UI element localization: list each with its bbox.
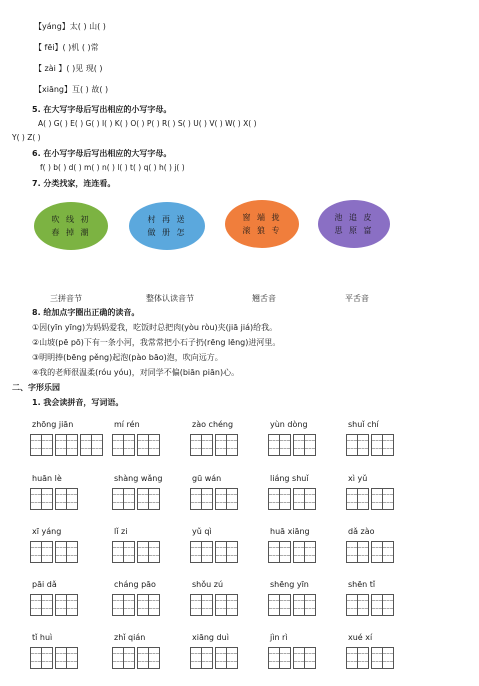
writing-cell[interactable]: [123, 541, 135, 563]
writing-cell[interactable]: [304, 541, 316, 563]
writing-cell[interactable]: [41, 594, 53, 616]
pinyin-label: shǒu zú: [192, 580, 224, 589]
writing-cell[interactable]: [66, 647, 78, 669]
q8-title: 8. 给加点字圈出正确的读音。: [32, 308, 140, 317]
fill-line-4: 【xiāng】互( ) 故( ): [34, 85, 109, 94]
writing-cell[interactable]: [41, 488, 53, 510]
writing-cell[interactable]: [279, 488, 291, 510]
category-3[interactable]: 翘舌音: [252, 294, 276, 303]
writing-cell[interactable]: [304, 647, 316, 669]
writing-box-group: [346, 594, 393, 616]
writing-cell[interactable]: [226, 541, 238, 563]
pinyin-label: xué xí: [348, 633, 373, 642]
category-4[interactable]: 平舌音: [345, 294, 369, 303]
pinyin-label: zhǐ qián: [114, 633, 146, 642]
writing-box-group: [268, 541, 315, 563]
writing-cell[interactable]: [304, 488, 316, 510]
fill-line-3: 【 zài 】( )见 现( ): [34, 64, 103, 73]
writing-cell[interactable]: [66, 488, 78, 510]
writing-cell[interactable]: [123, 647, 135, 669]
writing-cell[interactable]: [304, 434, 316, 456]
q5-line-2: Y( ) Z( ): [12, 133, 41, 142]
writing-box-group: [112, 647, 159, 669]
writing-box-group: [30, 488, 77, 510]
q8-item-2: ②山坡(pē pō)下有一条小河，我常常把小石子扔(rēng lēng)进河里。: [32, 338, 281, 347]
pinyin-label: yǔ qì: [192, 527, 212, 536]
category-1[interactable]: 三拼音节: [50, 294, 82, 303]
pinyin-label: huān lè: [32, 474, 62, 483]
pinyin-label: tǐ huì: [32, 633, 53, 642]
writing-cell[interactable]: [201, 594, 213, 616]
pinyin-label: zào chéng: [192, 420, 234, 429]
writing-cell[interactable]: [226, 434, 238, 456]
writing-cell[interactable]: [226, 488, 238, 510]
writing-cell[interactable]: [201, 647, 213, 669]
writing-cell[interactable]: [382, 594, 394, 616]
writing-cell[interactable]: [148, 434, 160, 456]
pinyin-label: xì yǔ: [348, 474, 368, 483]
pinyin-label: shēng yīn: [270, 580, 309, 589]
writing-cell[interactable]: [123, 594, 135, 616]
writing-cell[interactable]: [357, 488, 369, 510]
writing-cell[interactable]: [123, 434, 135, 456]
writing-box-group: [268, 594, 315, 616]
q8-item-3: ③明明捧(bēng pěng)起泡(pào bāo)泡，吹向远方。: [32, 353, 223, 362]
pinyin-label: shēn tǐ: [348, 580, 376, 589]
pinyin-label: liáng shuǐ: [270, 474, 309, 483]
writing-box-group: [346, 541, 393, 563]
pinyin-label: gū wán: [192, 474, 222, 483]
writing-cell[interactable]: [148, 647, 160, 669]
pinyin-label: huā xiāng: [270, 527, 310, 536]
fill-line-1: 【yáng】太( ) 山( ): [34, 22, 106, 31]
fill-line-2: 【 fēi】( )机 ( )常: [34, 43, 99, 52]
writing-box-group: [346, 488, 393, 510]
pinyin-label: mí rén: [114, 420, 140, 429]
writing-cell[interactable]: [304, 594, 316, 616]
writing-cell[interactable]: [279, 594, 291, 616]
oval-blue[interactable]: 村 再 送 做 册 怎: [129, 202, 205, 250]
pinyin-label: shàng wǎng: [114, 474, 163, 483]
writing-cell[interactable]: [226, 594, 238, 616]
pinyin-label: pāi dǎ: [32, 580, 57, 589]
writing-box-group: [112, 594, 159, 616]
writing-cell[interactable]: [201, 434, 213, 456]
writing-cell[interactable]: [357, 541, 369, 563]
writing-cell[interactable]: [91, 434, 103, 456]
writing-cell[interactable]: [201, 541, 213, 563]
q7-title: 7. 分类找家，连连看。: [32, 179, 116, 188]
writing-box-group: [112, 488, 159, 510]
writing-box-group: [112, 541, 159, 563]
pinyin-label: yùn dòng: [270, 420, 308, 429]
writing-box-group: [190, 647, 237, 669]
q5-line-1: A( ) G( ) E( ) G( ) I( ) K( ) O( ) P( ) R( ) S( ) U( ) V( ) W( ) X( ): [38, 119, 257, 128]
q6-title: 6. 在小写字母后写出相应的大写字母。: [32, 149, 172, 158]
pinyin-label: zhōng jiān: [32, 420, 74, 429]
writing-cell[interactable]: [148, 541, 160, 563]
writing-cell[interactable]: [279, 541, 291, 563]
writing-box-group: [112, 434, 159, 456]
writing-cell[interactable]: [41, 647, 53, 669]
writing-cell[interactable]: [382, 647, 394, 669]
writing-cell[interactable]: [279, 647, 291, 669]
pinyin-label: lǐ zi: [114, 527, 128, 536]
writing-cell[interactable]: [382, 488, 394, 510]
pinyin-label: dǎ zào: [348, 527, 375, 536]
writing-box-group: [190, 594, 237, 616]
category-2[interactable]: 整体认读音节: [146, 294, 194, 303]
writing-box-group: [190, 488, 237, 510]
pinyin-label: cháng pāo: [114, 580, 156, 589]
writing-cell[interactable]: [382, 434, 394, 456]
writing-cell[interactable]: [382, 541, 394, 563]
writing-cell[interactable]: [226, 647, 238, 669]
writing-cell[interactable]: [123, 488, 135, 510]
q6-line-1: f( ) b( ) d( ) m( ) n( ) l( ) t( ) q( ) h( ) j( ): [40, 163, 185, 172]
writing-cell[interactable]: [66, 541, 78, 563]
writing-box-group: [30, 594, 77, 616]
writing-box-group: [268, 488, 315, 510]
writing-cell[interactable]: [148, 488, 160, 510]
pinyin-label: jìn rì: [270, 633, 288, 642]
writing-box-group: [190, 541, 237, 563]
writing-box-group: [268, 647, 315, 669]
q5-title: 5. 在大写字母后写出相应的小写字母。: [32, 105, 172, 114]
writing-cell[interactable]: [148, 594, 160, 616]
writing-cell[interactable]: [41, 434, 53, 456]
writing-box-group: [30, 434, 102, 456]
writing-box-group: [30, 541, 77, 563]
q8-item-4: ④我的老师很温柔(róu yóu)，对同学不偏(biān piān)心。: [32, 368, 240, 377]
section2-subtitle: 1. 我会读拼音，写词语。: [32, 398, 124, 407]
pinyin-label: xī yáng: [32, 527, 62, 536]
oval-green[interactable]: 吹 线 初 春 掉 潮: [34, 202, 108, 250]
writing-cell[interactable]: [357, 594, 369, 616]
writing-box-group: [190, 434, 237, 456]
oval-purple[interactable]: 池 追 皮 思 原 富: [318, 200, 390, 248]
writing-cell[interactable]: [357, 647, 369, 669]
writing-box-group: [30, 647, 77, 669]
writing-cell[interactable]: [279, 434, 291, 456]
writing-box-group: [268, 434, 315, 456]
section2-title: 二、字形乐园: [12, 383, 60, 392]
pinyin-label: shuǐ chí: [348, 420, 379, 429]
oval-orange[interactable]: 窗 端 拢 滚 狼 专: [225, 200, 299, 248]
q8-item-1: ①因(yīn yīng)为妈妈爱我，吃饭时总把肉(yòu ròu)夹(jiā jiá)给我。: [32, 323, 278, 332]
pinyin-label: xiāng duì: [192, 633, 229, 642]
writing-box-group: [346, 647, 393, 669]
writing-cell[interactable]: [41, 541, 53, 563]
writing-cell[interactable]: [357, 434, 369, 456]
writing-cell[interactable]: [201, 488, 213, 510]
writing-cell[interactable]: [66, 594, 78, 616]
writing-cell[interactable]: [66, 434, 78, 456]
writing-box-group: [346, 434, 393, 456]
